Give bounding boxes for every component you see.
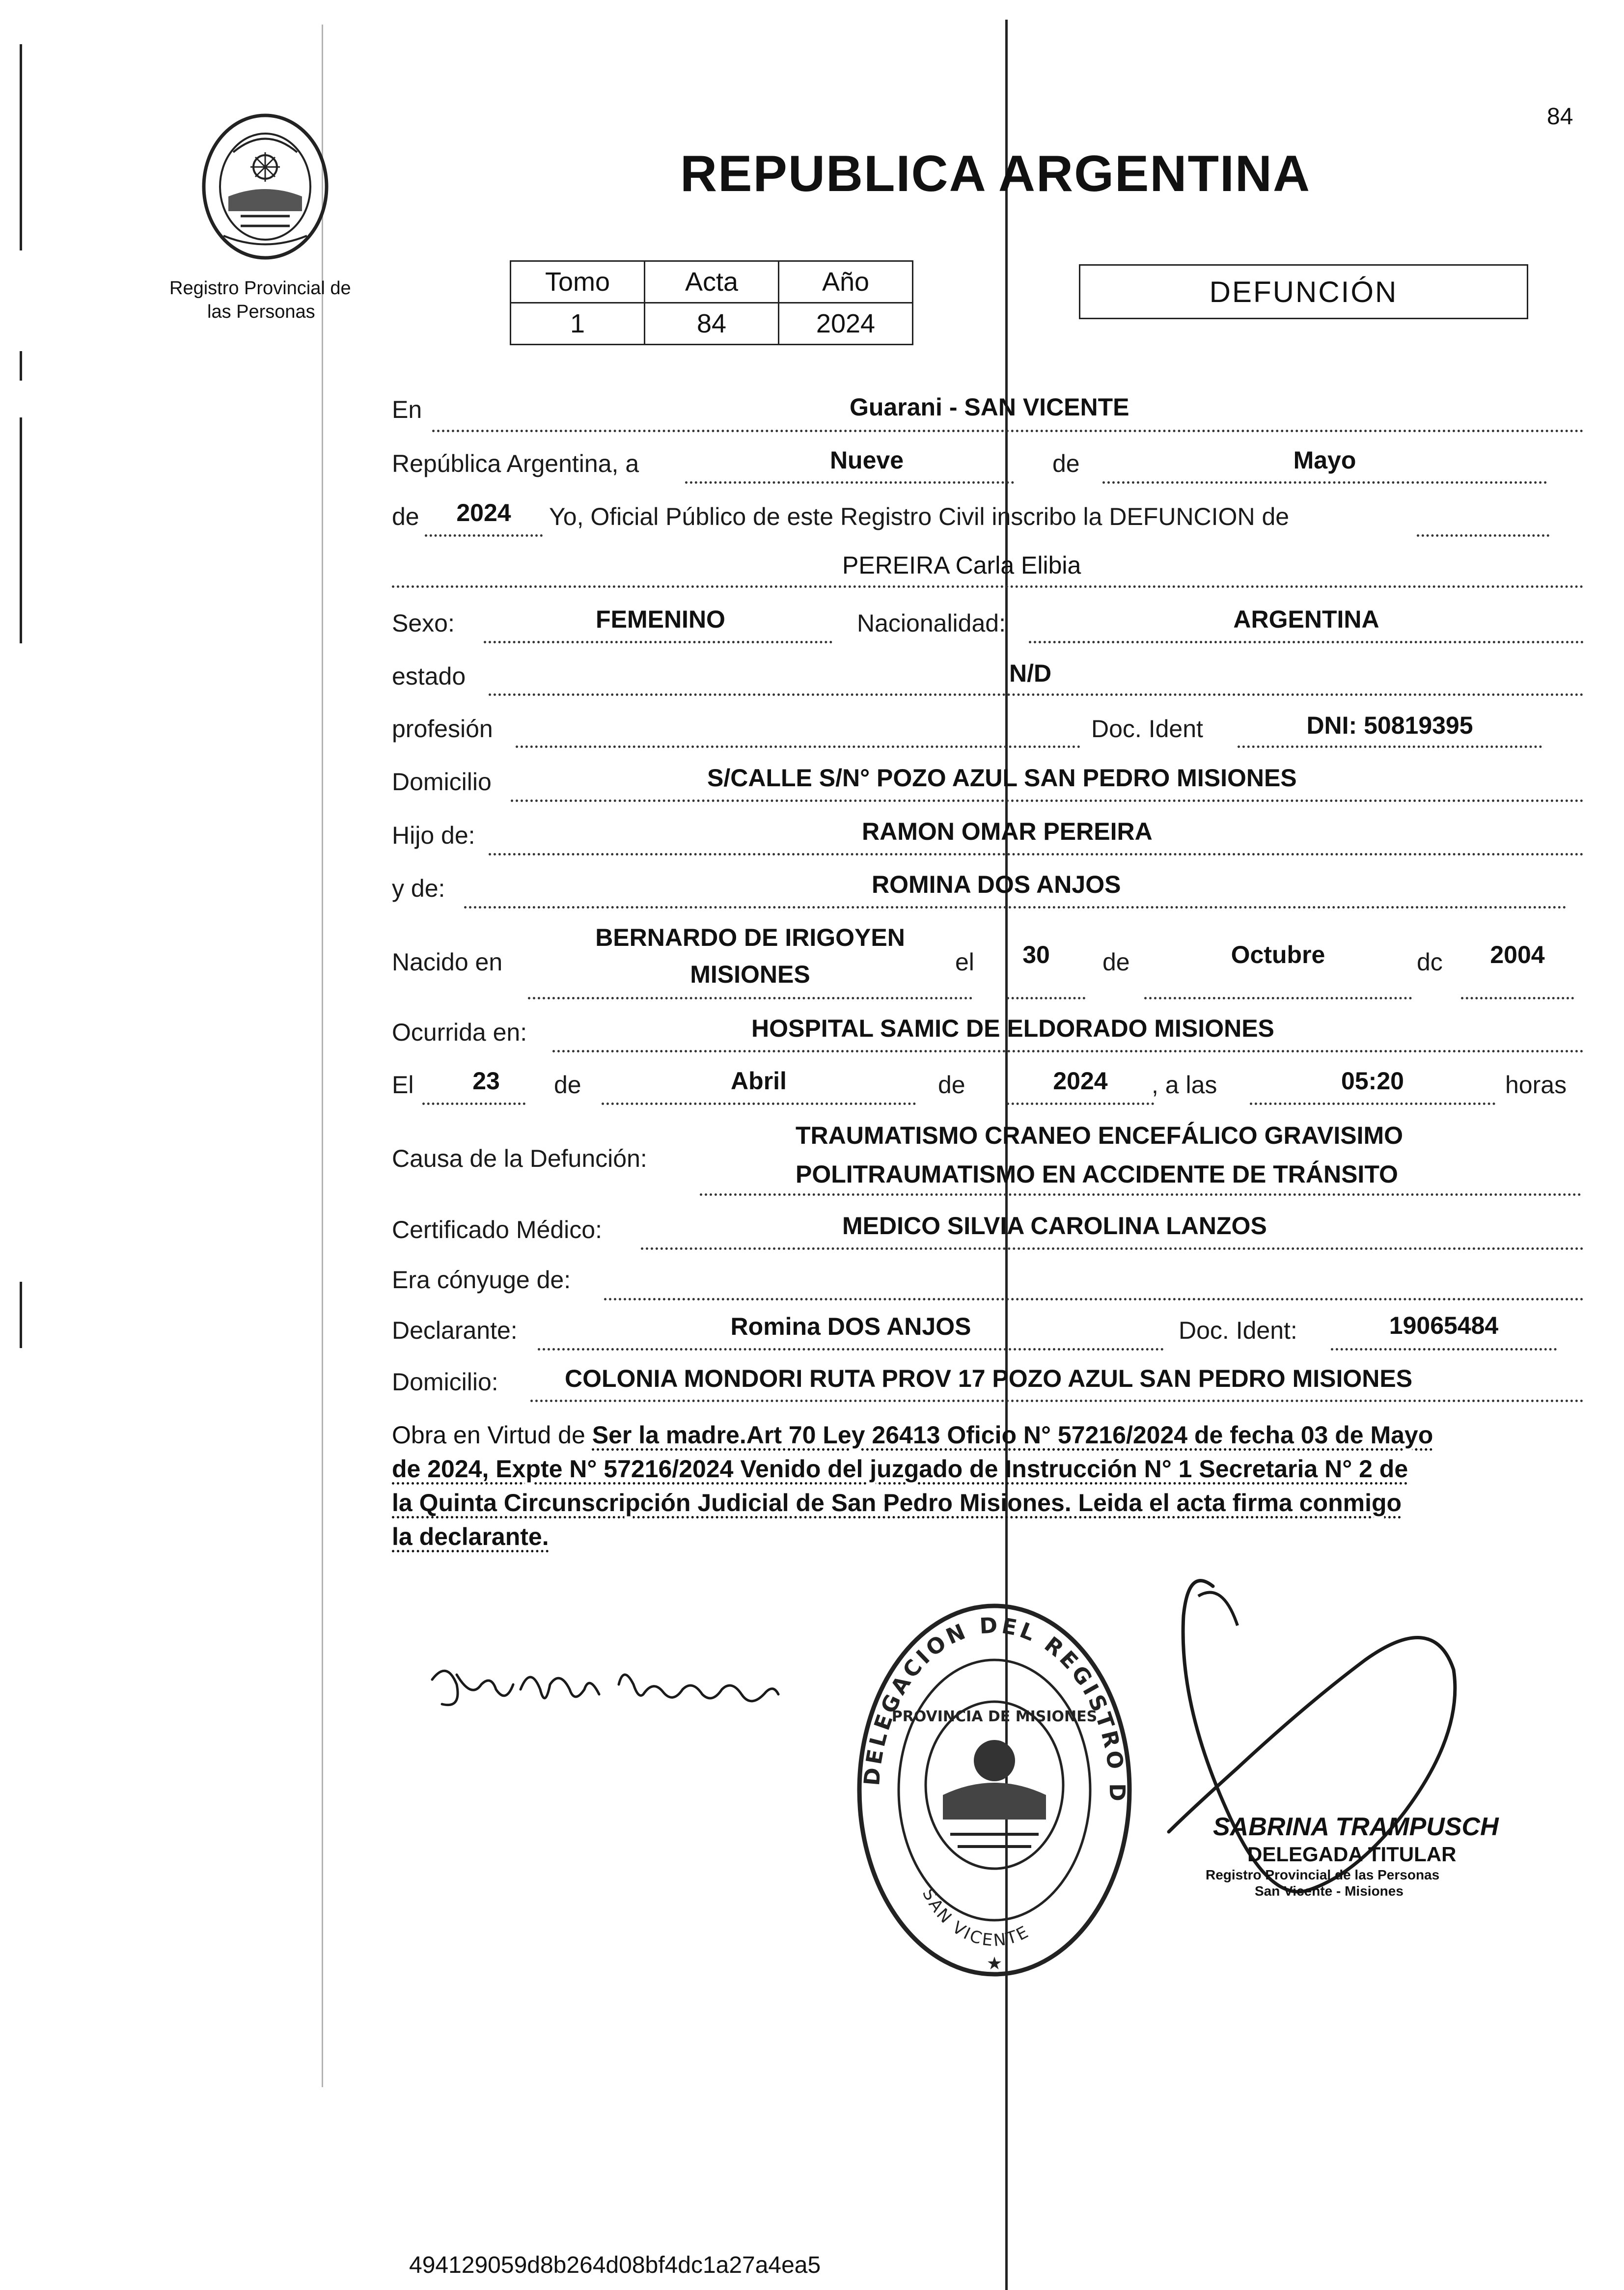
domicilio2-value: COLONIA MONDORI RUTA PROV 17 POZO AZUL SAN PEDRO MISIONES [565, 1365, 1413, 1392]
reference-table [510, 260, 913, 345]
doc-declarante-line [1331, 1348, 1557, 1351]
mes-def-value: Abril [731, 1067, 787, 1095]
scan-margin-line [322, 25, 323, 2087]
madre-line [464, 906, 1567, 909]
madre-value: ROMINA DOS ANJOS [872, 871, 1121, 898]
obra-line3 [392, 1486, 1585, 1520]
obra-text-line3: la Quinta Circunscripción Judicial de San Pedro Misiones. Leida el acta firma conmigo [392, 1489, 1402, 1517]
de-label-2: de [392, 503, 419, 530]
mes-nac-line [1144, 997, 1412, 999]
obra-paragraph [392, 1418, 1585, 1554]
el-label: el [955, 948, 974, 976]
a-las-label: , a las [1152, 1071, 1217, 1099]
dia-nac-line [1007, 997, 1085, 999]
scan-left-mark [20, 417, 22, 643]
estado-value: N/D [1009, 660, 1052, 687]
inscribo-text: Yo, Oficial Público de este Registro Civil inscribo la DEFUNCION de [549, 503, 1290, 530]
causa-line1: TRAUMATISMO CRANEO ENCEFÁLICO GRAVISIMO [796, 1122, 1404, 1149]
mes-nac-value: Octubre [1231, 941, 1325, 968]
certificado-line [641, 1247, 1584, 1250]
official-org: Registro Provincial de las Personas [1206, 1867, 1440, 1882]
domicilio2-label: Domicilio: [392, 1368, 498, 1396]
conyuge-label: Era cónyuge de: [392, 1266, 571, 1294]
lugar-value: Guarani - SAN VICENTE [850, 393, 1129, 421]
mes-registro-value: Mayo [1293, 446, 1356, 474]
nombre-value: PEREIRA Carla Elibia [842, 552, 1081, 579]
doc-declarante-value: 19065484 [1389, 1312, 1499, 1339]
official-role: DELEGADA TITULAR [1247, 1843, 1457, 1866]
anio-registro-value: 2024 [456, 499, 511, 526]
registry-caption-line1: Registro Provincial de [169, 278, 351, 299]
anio-nac-value: 2004 [1490, 941, 1545, 968]
record-type: DEFUNCIÓN [1209, 275, 1398, 308]
svg-text:★: ★ [986, 1953, 1003, 1973]
anio-header: Año [779, 261, 913, 303]
en-label: En [392, 396, 422, 423]
republica-label: República Argentina, a [392, 450, 639, 477]
estado-label: estado [392, 662, 466, 690]
inscribo-line [1417, 534, 1549, 537]
acta-header: Acta [645, 261, 779, 303]
de-def-label-2: de [938, 1071, 965, 1099]
ocurrida-en-line [552, 1050, 1584, 1052]
nacido-en-label: Nacido en [392, 948, 503, 976]
declarante-line [538, 1348, 1164, 1351]
certificado-value: MEDICO SILVIA CAROLINA LANZOS [842, 1212, 1267, 1240]
province-seal [194, 106, 336, 263]
causa-line2: POLITRAUMATISMO EN ACCIDENTE DE TRÁNSITO [796, 1160, 1398, 1188]
page-number: 84 [1547, 104, 1573, 130]
anio-def-value: 2024 [1053, 1067, 1108, 1095]
tomo-value: 1 [511, 303, 645, 345]
scan-left-mark [20, 44, 22, 250]
hijo-de-label: Hijo de: [392, 822, 475, 849]
lugar-nac-line1: BERNARDO DE IRIGOYEN [595, 924, 905, 951]
doc-ident-value: DNI: 50819395 [1306, 712, 1473, 739]
obra-text-line1: Ser la madre.Art 70 Ley 26413 Oficio N° 57216/2024 de fecha 03 de Mayo [592, 1421, 1433, 1449]
dia-nac-value: 30 [1022, 941, 1050, 968]
declarante-label: Declarante: [392, 1317, 518, 1344]
sexo-line [484, 641, 832, 643]
lugar-nac-line2: MISIONES [690, 961, 810, 988]
nacionalidad-value: ARGENTINA [1233, 606, 1379, 633]
obra-text-line4: la declarante. [392, 1523, 549, 1550]
de-def-label-1: de [554, 1071, 581, 1099]
dia-def-line [422, 1103, 525, 1105]
domicilio-line [511, 800, 1584, 802]
padre-value: RAMON OMAR PEREIRA [862, 818, 1153, 845]
conyuge-line [604, 1298, 1584, 1300]
sexo-label: Sexo: [392, 609, 455, 637]
obra-label: Obra en Virtud de [392, 1421, 585, 1449]
de-label-1: de [1052, 450, 1080, 477]
dia-def-value: 23 [472, 1067, 500, 1095]
delegation-stamp [845, 1589, 1144, 1982]
y-de-label: y de: [392, 875, 445, 902]
anio-nac-line [1461, 997, 1574, 999]
dia-palabra-line [685, 481, 1014, 484]
causa-line [700, 1193, 1581, 1196]
acta-value: 84 [645, 303, 779, 345]
hora-def-line [1250, 1103, 1495, 1105]
anio-registro-line [425, 534, 543, 537]
el-fecha-label: El [392, 1071, 414, 1099]
dc-nac-label: dc [1417, 948, 1443, 976]
anio-def-line [1007, 1103, 1154, 1105]
registry-caption-line2: las Personas [207, 302, 315, 322]
domicilio-value: S/CALLE S/N° POZO AZUL SAN PEDRO MISIONES [707, 764, 1297, 792]
stamp-outer-text: DELEGACION DEL REGISTRO D [859, 1613, 1130, 1804]
scan-left-mark [20, 1282, 22, 1348]
nacionalidad-label: Nacionalidad: [857, 609, 1006, 637]
record-type-box [1079, 264, 1528, 319]
doc-ident2-label: Doc. Ident: [1179, 1317, 1297, 1344]
causa-label: Causa de la Defunción: [392, 1145, 647, 1172]
declarant-signature [427, 1655, 781, 1724]
horas-label: horas [1505, 1071, 1567, 1099]
profesion-label: profesión [392, 715, 493, 743]
domicilio-label: Domicilio [392, 768, 492, 796]
official-name: SABRINA TRAMPUSCH [1213, 1813, 1499, 1841]
tomo-header: Tomo [511, 261, 645, 303]
stamp-bottom-text: SAN VICENTE [918, 1885, 1033, 1951]
anio-value: 2024 [779, 303, 913, 345]
nombre-line [392, 585, 1584, 588]
sexo-value: FEMENINO [596, 606, 725, 633]
mes-def-line [602, 1103, 916, 1105]
scan-left-mark [20, 351, 22, 381]
ocurrida-en-value: HOSPITAL SAMIC DE ELDORADO MISIONES [751, 1015, 1274, 1042]
padre-line [489, 853, 1584, 855]
doc-ident-line [1238, 745, 1542, 748]
nacionalidad-line [1029, 641, 1584, 643]
profesion-line [516, 745, 1080, 748]
doc-ident-label: Doc. Ident [1091, 715, 1203, 743]
lugar-nac-line [528, 997, 972, 999]
ocurrida-en-label: Ocurrida en: [392, 1019, 527, 1046]
obra-line2 [392, 1452, 1585, 1486]
page-title: REPUBLICA ARGENTINA [680, 145, 1311, 202]
obra-line1 [392, 1418, 1585, 1452]
estado-line [489, 693, 1584, 696]
document-hash: 494129059d8b264d08bf4dc1a27a4ea5 [409, 2252, 821, 2278]
obra-text-line2: de 2024, Expte N° 57216/2024 Venido del juzgado de Instrucción N° 1 Secretaria N° 2 de [392, 1455, 1408, 1483]
stamp-inner-text: PROVINCIA DE MISIONES [891, 1708, 1098, 1725]
lugar-line [432, 430, 1584, 432]
certificado-label: Certificado Médico: [392, 1216, 602, 1243]
domicilio2-line [530, 1400, 1584, 1402]
official-office: San Vicente - Misiones [1255, 1883, 1404, 1899]
de-nac-label: de [1102, 948, 1130, 976]
mes-registro-line [1102, 481, 1547, 484]
obra-line4 [392, 1520, 1585, 1554]
dia-palabra-value: Nueve [829, 446, 904, 474]
declarante-value: Romina DOS ANJOS [730, 1313, 971, 1340]
hora-def-value: 05:20 [1341, 1067, 1404, 1095]
